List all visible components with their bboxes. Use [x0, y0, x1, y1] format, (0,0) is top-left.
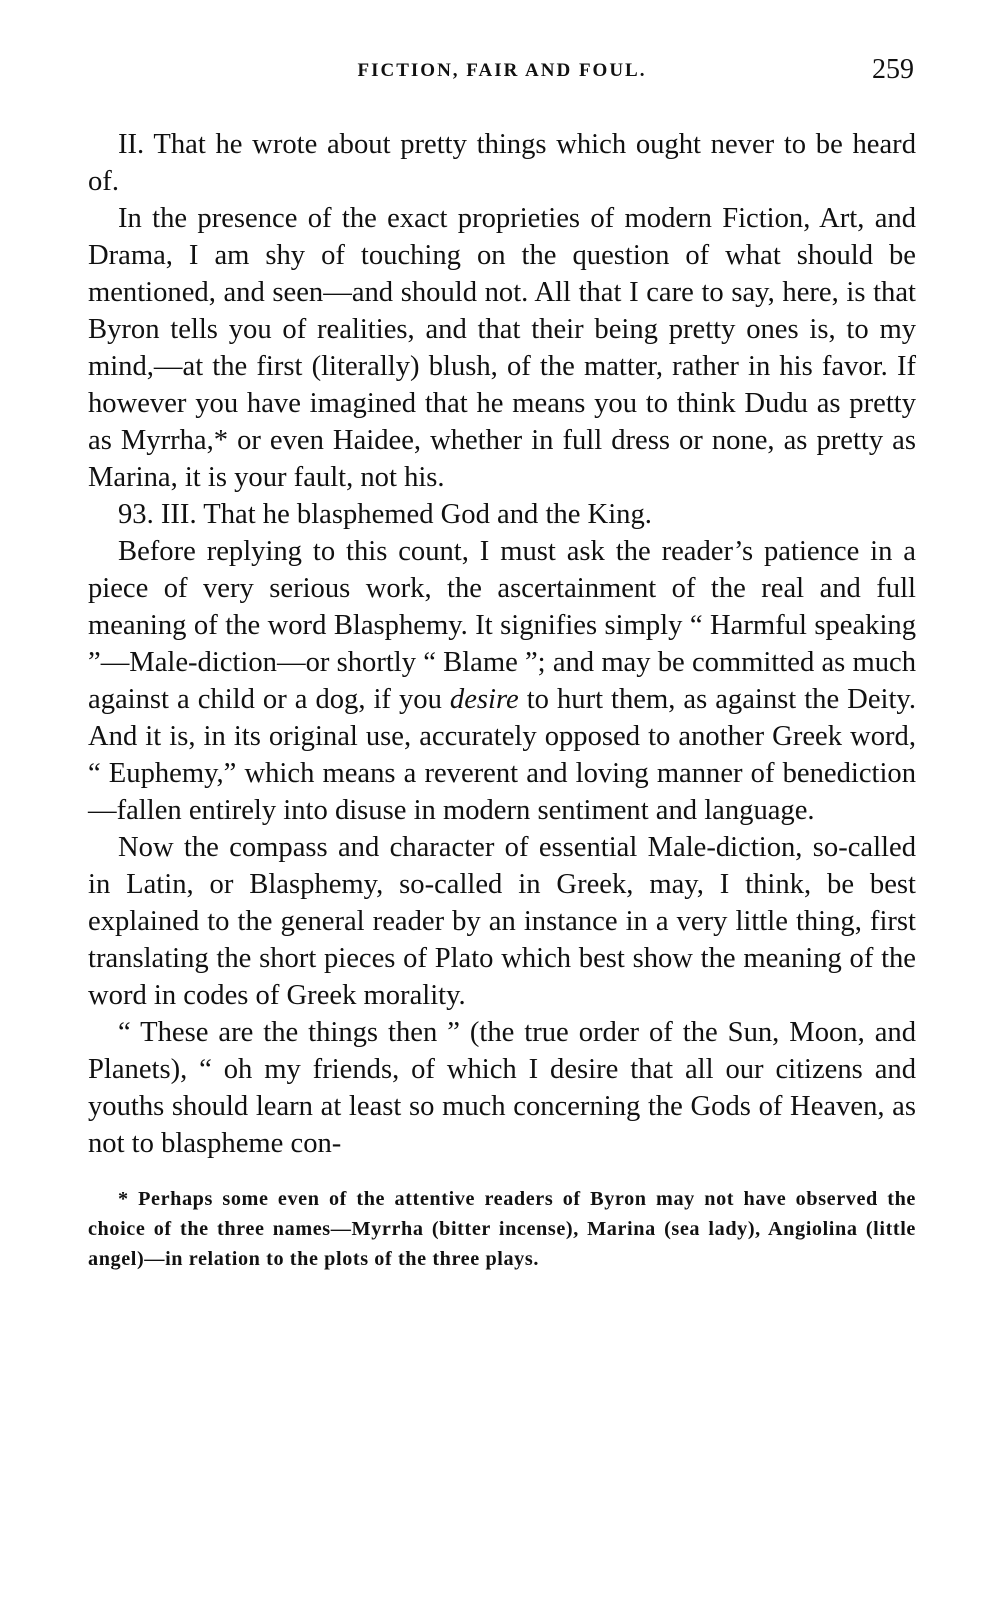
book-page: [88, 52, 916, 1274]
body-text: [88, 126, 916, 1162]
page-header: [88, 52, 916, 96]
paragraph-count-two: II. That he wrote about pretty things which ought never to be heard of.: [88, 129, 916, 197]
paragraph-blasphemy-part-1: Before replying to this count, I must ask the reader’s patience in a piece of very serious work, the ascertainment of the real and full meaning of the word Blasphemy. It signifies simply “ Harmful speaking ”—Male-diction—or shortly “ Blame ”; and may be committed as much against a child or a dog, if you: [88, 536, 916, 715]
paragraph-proprieties: In the presence of the exact proprieties of modern Fiction, Art, and Drama, I am shy of touching on the question of what should be mentioned, and seen—and should not. All that I care to say, here, is that Byron tells you of realities, and that their being pretty ones is, to my mind,—at the first (literally) blush, of the matter, rather in his favor. If however you have imagined that he means you to think Dudu as pretty as Myrrha,* or even Haidee, whether in full dress or none, as pretty as Marina, it is your fault, not his.: [88, 203, 916, 493]
page-number: 259: [872, 54, 914, 85]
paragraph-blasphemy-part-2: to hurt them, as against the Deity. And it is, in its original use, accurately opposed to another Greek word, “ Euphemy,” which means a reverent and loving manner of benediction—fallen entirely into disuse in modern sentiment and language.: [88, 684, 917, 826]
paragraph-count-three: 93. III. That he blasphemed God and the King.: [118, 499, 652, 530]
paragraph-plato-quote: “ These are the things then ” (the true order of the Sun, Moon, and Planets), “ oh my friends, of which I desire that all our citizens and youths should learn at least so much concerning the Gods of Heaven, as not to blaspheme con-: [88, 1017, 916, 1159]
paragraph-blasphemy-meaning: [88, 533, 916, 829]
footnote: * Perhaps some even of the attentive readers of Byron may not have observed the choice of the three names—Myrrha (bitter incense), Marina (sea lady), Angiolina (little angel)—in relation to the plots of the three plays.: [88, 1188, 916, 1270]
emphasis-desire: desire: [449, 684, 519, 715]
paragraph-male-diction: Now the compass and character of essential Male-diction, so-called in Latin, or Blasphemy, so-called in Greek, may, I think, be best explained to the general reader by an instance in a very little thing, first translating the short pieces of Plato which best show the meaning of the word in codes of Greek morality.: [88, 832, 916, 1011]
running-head: FICTION, FAIR AND FOUL.: [357, 60, 647, 81]
